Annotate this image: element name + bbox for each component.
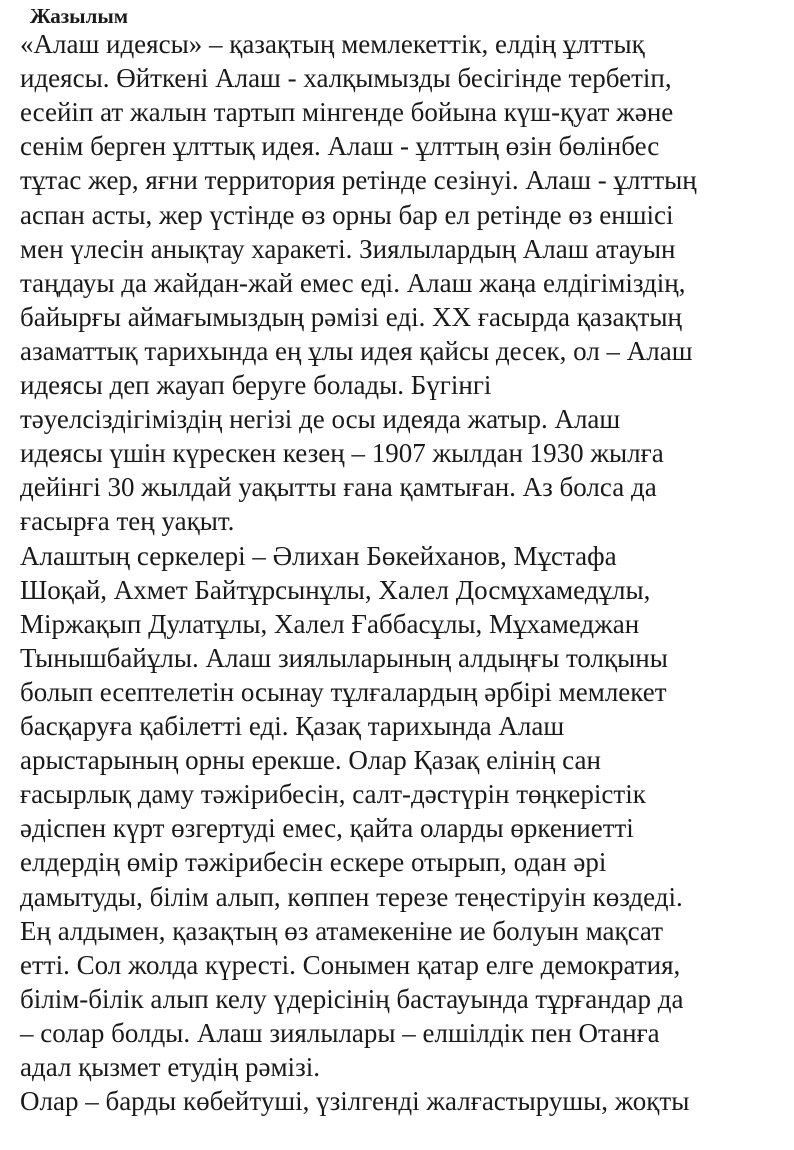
text-line: адал қызмет етудің рәмізі. [20, 1052, 320, 1082]
text-line: басқаруға қабілетті еді. Қазақ тарихында Алаш [20, 711, 565, 741]
text-line: таңдауы да жайдан-жай емес еді. Алаш жаңа елдігіміздің, [20, 267, 686, 298]
text-line: етті. Сол жолда күресті. Сонымен қатар елге демократия, [20, 949, 681, 980]
text-line: Міржақып Дулатұлы, Халел Ғаббасұлы, Мұхамеджан [20, 608, 640, 639]
page-bottom-edge [0, 1140, 794, 1150]
text-line: Олар – барды көбейтуші, үзілгенді жалғастырушы, жоқты [20, 1086, 690, 1117]
text-line: аспан асты, жер үстінде өз орны бар ел ретінде өз еншісі [20, 199, 674, 230]
text-line: ғасырлық даму тәжірибесін, салт-дәстүрін төңкерістік [20, 779, 646, 810]
text-line: азаматтық тарихында ең ұлы идея қайсы десек, ол – Алаш [20, 335, 693, 366]
text-line: – солар болды. Алаш зиялылары – елшілдік пен Отанға [20, 1017, 660, 1048]
text-line: білім-білік алып келу үдерісінің бастауында тұрғандар да [20, 983, 684, 1014]
text-line: тәуелсіздігіміздің негізі де осы идеяда жатыр. Алаш [20, 404, 621, 435]
text-line: дейінгі 30 жылдай уақытты ғана қамтыған. Аз болса да [20, 472, 657, 503]
text-line: Ең алдымен, қазақтың өз атамекеніне ие болуын мақсат [20, 915, 664, 946]
text-line: байырғы аймағымыздың рәмізі еді. ХХ ғасырда қазақтың [20, 301, 682, 332]
text-line: «Алаш идеясы» – қазақтың мемлекеттік, елдің ұлттық [20, 29, 645, 59]
text-line: арыстарының орны ерекше. Олар Қазақ елінің сан [20, 745, 601, 776]
text-line: есейіп ат жалын тартып мінгенде бойына күш-қуат және [20, 97, 674, 128]
text-line: идеясы үшін күрескен кезең – 1907 жылдан 1930 жылға [20, 438, 664, 469]
text-line: мен үлесін анықтау харакеті. Зиялылардың Алаш атауын [20, 233, 676, 264]
text-line: әдіспен күрт өзгертуді емес, қайта оларды өркениетті [20, 813, 634, 844]
text-line: дамытуды, білім алып, көппен терезе теңестіруін көздеді. [20, 881, 683, 912]
document-heading: Жазылым [30, 4, 129, 28]
text-line: елдердің өмір тәжірибесін ескере отырып, одан әрі [20, 847, 607, 878]
text-line: идеясы. Өйткені Алаш - халқымызды бесігінде тербетіп, [20, 63, 672, 94]
text-line: болып есептелетін осынау тұлғалардың әрбірі мемлекет [20, 676, 667, 707]
text-line: Алаштың серкелері – Әлихан Бөкейханов, Мұстафа [20, 540, 617, 571]
text-line: Шоқай, Ахмет Байтұрсынұлы, Халел Досмұхамедұлы, [20, 574, 651, 605]
text-line: идеясы деп жауап беруге болады. Бүгінгі [20, 370, 492, 400]
text-line: сенім берген ұлттық идея. Алаш - ұлттың өзін бөлінбес [20, 131, 660, 162]
text-line: ғасырға тең уақыт. [20, 506, 235, 537]
text-line: тұтас жер, яғни территория ретінде сезінуі. Алаш - ұлттың [20, 165, 697, 196]
text-line: Тынышбайұлы. Алаш зиялыларының алдыңғы толқыны [20, 642, 668, 673]
